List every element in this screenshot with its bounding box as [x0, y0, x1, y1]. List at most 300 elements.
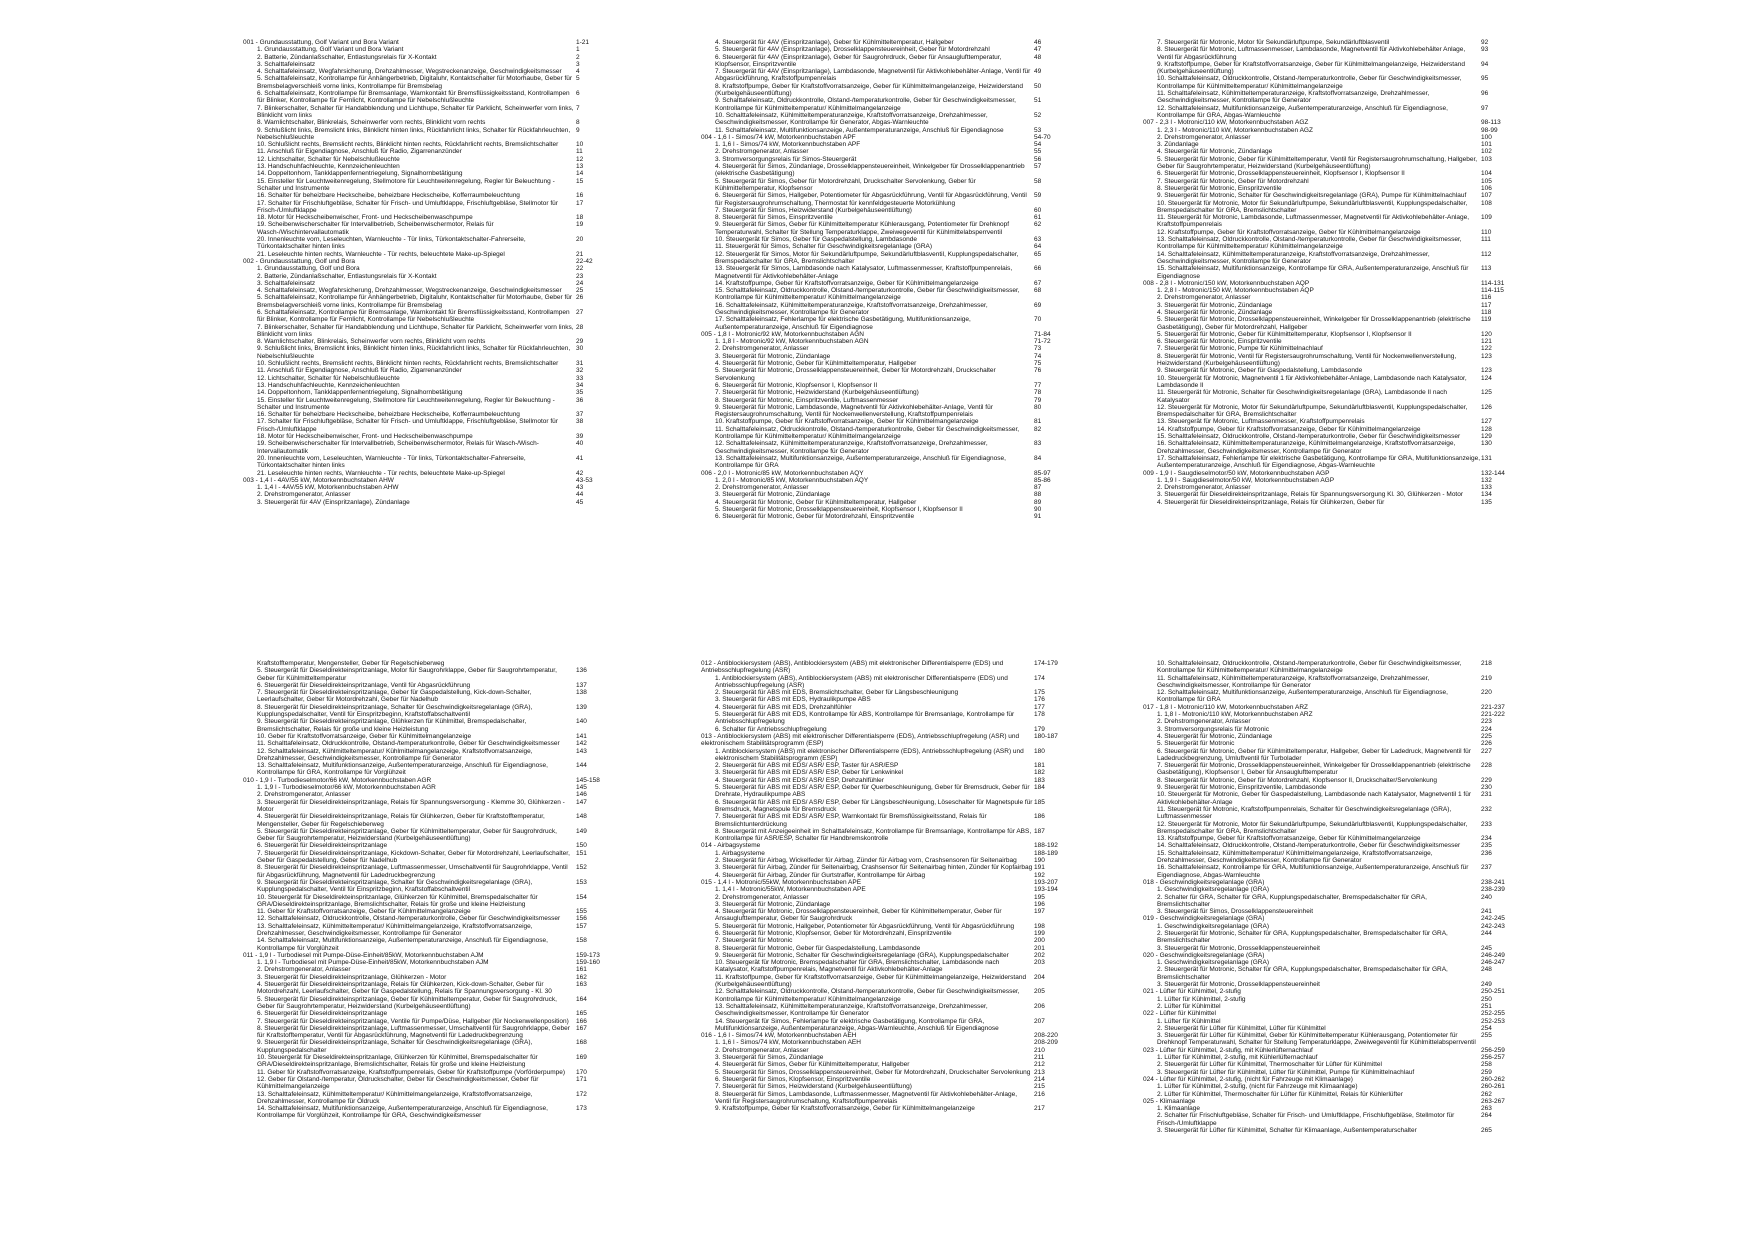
toc-subentry	[1143, 455, 1515, 470]
toc-subentry	[701, 988, 1068, 1003]
toc-entry-page: 83	[1034, 440, 1042, 448]
toc-subentry	[701, 302, 1068, 317]
toc-entry-page: 181	[1034, 762, 1045, 770]
toc-subentry	[243, 959, 610, 966]
toc-subentry	[243, 251, 610, 258]
toc-entry-page: 116	[1481, 294, 1492, 302]
toc-entry-title: 5. Steuergerät für Simos, Geber für Motordrehzahl, Druckschalter Servolenkung, Geber für Kühlmitteltemperatur, Klopfsensor	[715, 177, 978, 192]
toc-entry-title: 8. Steuergerät für Motronic, Einspritzventile, Luftmassenmesser	[715, 396, 899, 404]
toc-entry-page: 53	[1034, 126, 1042, 134]
toc-entry-page: 193-207	[1034, 878, 1058, 886]
toc-subentry	[243, 200, 610, 215]
toc-entry-page: 84	[1034, 454, 1042, 462]
toc-entry-title: 1. 2,0 l - Motronic/85 kW, Motorkennbuchstaben AQY	[715, 476, 869, 484]
toc-entry-page: 94	[1481, 60, 1489, 68]
toc-entry-title: 10. Steuergerät für Motronic, Geber für Gaspedalstellung, Lambdasonde nach Katalysator, Magnetventil 1 für Aktivkohlebehälter-Anlage	[1157, 791, 1473, 806]
toc-entry-page: 123	[1481, 367, 1492, 375]
toc-entry-title: 21. Leseleuchte hinten rechts, Warnleuchte - Tür rechts, beleuchtete Make-up-Spiegel	[257, 250, 505, 258]
toc-entry-page: 161	[576, 966, 587, 974]
toc-entry-title: 7. Steuergerät für Dieseldirekteinspritzanlage, Geber für Gaspedalstellung, Kick-down-Schalter, Leerlaufschalter, Geber für Motordrehzahl, Geber für Nadelhub	[257, 689, 534, 704]
toc-entry-page: 201	[1034, 944, 1045, 952]
toc-subentry	[701, 894, 1068, 901]
toc-entry-title: 1. 1,6 l - Simos/74 kW, Motorkennbuchstaben APF	[715, 141, 861, 149]
toc-entry-title: 6. Steuergerät für Motronic, Klopfsensor I, Klopfsensor II	[715, 381, 878, 389]
toc-entry-title: 3. Steuergerät für Motronic, Drosselklappensteuereinheit	[1157, 981, 1320, 989]
toc-entry-page: 208-220	[1034, 1032, 1058, 1040]
toc-subentry	[1143, 302, 1515, 309]
toc-subentry	[701, 945, 1068, 952]
toc-subentry	[701, 426, 1068, 441]
toc-entry-title: 5. Steuergerät für Motronic, Geber für Kühlmitteltemperatur, Klopfsensor I, Klopfsensor II	[1157, 330, 1412, 338]
toc-subentry	[243, 682, 610, 689]
toc-entry-title: 1. 1,4 l - Motronic/55kW, Motorkennbuchstaben APE	[715, 886, 866, 894]
toc-subentry	[701, 316, 1068, 331]
toc-subentry	[243, 148, 610, 155]
toc-entry-page: 56	[1034, 155, 1042, 163]
toc-entry-page: 146	[576, 791, 587, 799]
toc-entry-page: 143	[576, 747, 587, 755]
toc-entry-title: 4. Schalttafeleinsatz, Wegfahrsicherung, Drehzahlmesser, Wegstreckenanzeige, Geschwindigkeitsmesser	[257, 287, 562, 295]
toc-section-entry	[243, 477, 610, 484]
toc-entry-page: 250	[1481, 995, 1492, 1003]
toc-entry-title: 1. Lüfter für Kühlmittel, 2-stufig, (nicht für Fahrzeuge mit Klimaanlage)	[1157, 1083, 1358, 1091]
toc-entry-title: 13. Steuergerät für Motronic, Luftmassenmesser, Kraftstoffpumpenrelais	[1157, 418, 1365, 426]
toc-subentry	[1143, 316, 1515, 331]
toc-subentry	[243, 667, 610, 682]
toc-entry-title: 4. Steuergerät für Motronic, Zündanlage	[1157, 732, 1273, 740]
toc-entry-title: 5. Steuergerät für Dieseldirekteinspritzanlage, Geber für Kühlmitteltemperatur, Geber für Saugrohrdruck, Geber für Saugrohrtemperatur, Heizwiderstand (Kurbelgehäuseentlüftung)	[257, 995, 559, 1010]
toc-entry-title: 8. Steuergerät für Dieseldirekteinspritzanlage, Schalter für Geschwindigkeitsregelanlage (GRA), Kupplungspedalschalter, Ventil für Einspritzbeginn, Kraftstoffabschaltventil	[257, 703, 535, 719]
toc-subentry	[1143, 214, 1515, 229]
toc-entry-page: 18	[576, 214, 584, 222]
toc-entry-title: 8. Steuergerät für Motronic, Geber für Motordrehzahl, Klopfsensor II, Druckschalter/Servolenkung	[1157, 776, 1437, 784]
toc-entry-page: 11	[576, 148, 583, 156]
toc-subentry	[1143, 265, 1515, 280]
toc-subentry	[701, 455, 1068, 470]
toc-subentry	[701, 477, 1068, 484]
toc-entry-page: 55	[1034, 148, 1042, 156]
toc-subentry	[1143, 236, 1515, 251]
toc-entry-page: 43-53	[576, 476, 593, 484]
toc-subentry	[1143, 287, 1515, 294]
toc-subentry	[701, 178, 1068, 193]
toc-entry-title: 2. Lüfter für Kühlmittel, Thermoschalter für Lüfter für Kühlmittel, Relais für Kühlerlüfter	[1157, 1090, 1403, 1098]
toc-entry-page: 79	[1034, 396, 1042, 404]
toc-entry-title: 2. Drehstromgenerator, Anlasser	[1157, 133, 1251, 141]
toc-subentry	[701, 97, 1068, 112]
toc-entry-title: 1. 1,8 l - Motronic/92 kW, Motorkennbuchstaben AGN	[715, 338, 869, 346]
toc-subentry	[243, 660, 610, 667]
toc-entry-page: 212	[1034, 1061, 1045, 1069]
toc-subentry	[1143, 864, 1515, 879]
toc-entry-title: 12. Schalttafeleinsatz, Öldruckkontrolle, Ölstand-/temperaturkontrolle, Geber für Geschwindigkeitsmesser, Kontrollampe für Kühlmitteltemperatur/ Kühlmittelmangelanzeige	[715, 988, 1022, 1003]
toc-entry-title: 14. Kraftstoffpumpe, Geber für Kraftstoffvorratsanzeige, Geber für Kühlmittelmangelanzeige	[1157, 425, 1421, 433]
toc-entry-page: 205	[1034, 988, 1045, 996]
toc-entry-page: 61	[1034, 214, 1042, 222]
toc-entry-page: 242-245	[1481, 915, 1505, 923]
toc-entry-page: 156	[576, 915, 587, 923]
toc-entry-title: 1. 1,8 l - Motronic/110 kW, Motorkennbuchstaben ARZ	[1157, 711, 1313, 719]
toc-subentry	[1143, 367, 1515, 374]
toc-entry-page: 1	[576, 46, 580, 54]
toc-subentry	[1143, 61, 1515, 76]
toc-entry-title: 4. Steuergerät für Motronic, Geber für Kühlmitteltemperatur, Hallgeber	[715, 360, 917, 368]
toc-entry-page: 45	[576, 498, 584, 506]
toc-subentry	[1143, 251, 1515, 266]
toc-section-entry	[701, 331, 1068, 338]
toc-subentry	[1143, 491, 1515, 498]
toc-subentry	[243, 375, 610, 382]
toc-entry-title: 15. Schalttafeleinsatz, Öldruckkontrolle, Ölstand-/temperaturkontrolle, Geber für Geschwindigkeitsmesser	[1157, 433, 1461, 441]
toc-section-entry	[1143, 879, 1515, 886]
toc-subentry	[1143, 981, 1515, 988]
toc-subentry	[243, 440, 610, 455]
toc-subentry	[701, 930, 1068, 937]
toc-entry-title: 2. Steuergerät für Motronic, Schalter für GRA, Kupplungspedalschalter, Bremspedalschalter für GRA, Bremslichtschalter	[1157, 966, 1450, 981]
toc-entry-title: 009 - 1,9 l - Saugdieselmotor/50 kW, Motorkennbuchstaben AGP	[1143, 469, 1330, 477]
toc-entry-page: 217	[1034, 1105, 1045, 1113]
toc-entry-title: 8. Steuergerät mit Anzeigeeinheit im Schalttafeleinsatz, Kontrollampe für Bremsanlage, Kontrollampe für ABS, Kontrollampe für ASR/ESP, Schalter für Handbremskontrolle	[715, 827, 1033, 843]
toc-entry-page: 263	[1481, 1105, 1492, 1113]
toc-subentry	[243, 141, 610, 148]
toc-entry-page: 28	[576, 323, 584, 331]
toc-subentry	[1143, 1061, 1515, 1068]
toc-subentry	[243, 1054, 610, 1069]
toc-entry-page: 119	[1481, 316, 1492, 324]
toc-entry-page: 153	[576, 878, 587, 886]
toc-entry-title: 15. Einsteller für Leuchtweitenregelung, Stellmotore für Leuchtweitenregelung, Regler für Beleuchtung - Schalter und Instrumente	[257, 177, 557, 192]
toc-entry-title: Kraftstofftemperatur, Mengensteller, Geber für Regelschieberweg	[257, 660, 445, 667]
toc-entry-title: 014 - Airbagsysteme	[701, 842, 761, 850]
toc-entry-title: 13. Handschuhfachleuchte, Kennzeichenleuchten	[257, 163, 400, 171]
toc-entry-title: 017 - 1,8 l - Motronic/110 kW, Motorkennbuchstaben ARZ	[1143, 703, 1308, 711]
toc-entry-page: 2	[576, 53, 580, 61]
toc-entry-title: 2. Drehstromgenerator, Anlasser	[1157, 484, 1251, 492]
toc-entry-title: 12. Schalttafeleinsatz, Kühlmitteltemperaturanzeige, Kraftstoffvorratsanzeige, Drehzahlmesser, Geschwindigkeitsmesser, Kontrollampe für Generator	[715, 440, 990, 455]
toc-entry-page: 151	[576, 849, 587, 857]
toc-section-entry	[1143, 952, 1515, 959]
toc-subentry	[243, 170, 610, 177]
toc-subentry	[243, 1069, 610, 1076]
toc-entry-page: 174-179	[1034, 660, 1058, 667]
toc-subentry	[1143, 1025, 1515, 1032]
toc-entry-title: 2. Steuergerät für ABS mit EDS/ ASR/ ESP, Taster für ASR/ESP	[715, 762, 899, 770]
toc-entry-title: 4. Steuergerät für Motronic, Drosselklappensteuereinheit, Geber für Kühlmitteltemperatur, Geber für Ansauglufttemperatur, Geber für Saugrohrdruck	[715, 908, 1003, 923]
toc-entry-page: 22	[576, 265, 584, 273]
toc-subentry	[1143, 105, 1515, 120]
toc-entry-page: 36	[576, 396, 584, 404]
toc-entry-title: 8. Steuergerät für Motronic, Geber für Gaspedalstellung, Lambdasonde	[715, 944, 921, 952]
toc-subentry	[243, 974, 610, 981]
toc-subentry	[243, 192, 610, 199]
toc-entry-page: 131	[1481, 454, 1492, 462]
toc-entry-title: 1. Geschwindigkeitsregelanlage (GRA)	[1157, 922, 1269, 930]
toc-subentry	[701, 389, 1068, 396]
toc-entry-title: 7. Steuergerät für Motronic, Geber für Motordrehzahl	[1157, 177, 1309, 185]
toc-subentry	[701, 857, 1068, 864]
toc-entry-title: 7. Blinkerschalter, Schalter für Handabblendung und Lichthupe, Schalter für Parklicht, Scheinwerfer vorn links, Blinklicht vorn links	[257, 104, 576, 119]
toc-subentry	[243, 733, 610, 740]
toc-entry-page: 150	[576, 842, 587, 850]
toc-entry-title: 13. Steuergerät für Simos, Lambdasonde nach Katalysator, Luftmassenmesser, Kraftstoffpumpenrelais, Magnetventil für Aktivkohlebehälter-Anlage	[715, 265, 1015, 280]
toc-entry-page: 170	[576, 1068, 587, 1076]
toc-entry-page: 129	[1481, 433, 1492, 441]
toc-subentry	[701, 382, 1068, 389]
toc-entry-title: 10. Geber für Kraftstoffvorratsanzeige, Geber für Kühlmittelmangelanzeige	[257, 732, 472, 740]
toc-entry-title: 9. Steuergerät für Dieseldirekteinspritzanlage, Glühkerzen für Kühlmittel, Bremspedalschalter, Bremslichtschalter, Relais für große und kleine Heizleistung	[257, 718, 528, 733]
toc-panel-top-middle	[701, 39, 1068, 521]
toc-entry-page: 145-158	[576, 776, 600, 784]
toc-entry-title: 6. Steuergerät für Dieseldirekteinspritzanlage	[257, 842, 388, 850]
toc-subentry	[701, 777, 1068, 784]
toc-entry-page: 180-187	[1034, 732, 1058, 740]
toc-entry-page: 137	[576, 681, 587, 689]
toc-entry-page: 34	[576, 381, 584, 389]
toc-entry-page: 101	[1481, 141, 1492, 149]
toc-entry-page: 132	[1481, 476, 1492, 484]
toc-section-entry	[1143, 915, 1515, 922]
toc-entry-page: 259	[1481, 1068, 1492, 1076]
toc-subentry	[243, 127, 610, 142]
toc-entry-title: 20. Innenleuchte vorn, Leseleuchten, Warnleuchte - Tür links, Türkontaktschalter-Fahrerseite, Türkontaktschalter hinten links	[257, 454, 528, 470]
toc-entry-title: 4. Steuergerät für ABS mit EDS/ ASR/ ESP, Drehzahlfühler	[715, 776, 884, 784]
toc-subentry	[1143, 777, 1515, 784]
toc-entry-page: 17	[576, 199, 584, 207]
toc-entry-title: 3. Schalttafeleinsatz	[257, 279, 316, 287]
toc-entry-title: 4. Steuergerät für Simos, Zündanlage, Drosselklappensteuereinheit, Winkelgeber für Drosselklappenantrieb (elektrische Gasbetätigung)	[715, 163, 1027, 178]
toc-entry-page: 144	[576, 762, 587, 770]
toc-entry-title: 4. Steuergerät für Dieseldirekteinspritzanlage, Relais für Glühkerzen, Geber für	[1157, 498, 1385, 506]
toc-entry-page: 47	[1034, 46, 1042, 54]
toc-entry-page: 252-253	[1481, 1017, 1505, 1025]
toc-entry-title: 13. Schalttafeleinsatz, Öldruckkontrolle, Ölstand-/temperaturkontrolle, Geber für Geschwindigkeitsmesser, Kontrollampe für Kühlmitteltemperatur/ Kühlmittelmangelanzeige	[1157, 236, 1464, 251]
toc-entry-title: 16. Schalter für beheizbare Heckscheibe, beheizbare Heckscheibe, Kofferraumbeleuchtung	[257, 411, 520, 419]
toc-subentry	[701, 353, 1068, 360]
toc-subentry	[701, 872, 1068, 879]
toc-entry-page: 159-160	[576, 959, 600, 967]
toc-subentry	[243, 718, 610, 733]
toc-entry-title: 11. Schalttafeleinsatz, Öldruckkontrolle, Ölstand-/temperaturkontrolle, Geber für Geschwindigkeitsmesser, Kontrollampe für Kühlmitteltemperatur/ Kühlmittelmangelanzeige	[715, 425, 1021, 441]
toc-entry-title: 3. Steuergerät für Airbag, Zünder für Seitenairbag, Crashsensor für Seitenairbag hinten, Zünder für Kopfairbag	[715, 864, 1033, 872]
toc-entry-title: 11. Geber für Kraftstoffvorratsanzeige, Geber für Kühlmittelmangelanzeige	[257, 908, 471, 916]
toc-entry-page: 232	[1481, 805, 1492, 813]
toc-entry-page: 173	[576, 1105, 587, 1113]
toc-entry-page: 85-86	[1034, 476, 1051, 484]
toc-entry-page: 14	[576, 170, 584, 178]
toc-entry-title: 12. Schalttafeleinsatz, Multifunktionsanzeige, Außentemperaturanzeige, Anschluß für Eigendiagnose, Kontrollampe für GRA, Abgas-Warnleuchte	[1157, 104, 1450, 119]
toc-entry-page: 60	[1034, 206, 1042, 214]
toc-entry-page: 200	[1034, 937, 1045, 945]
toc-entry-title: 016 - 1,6 l - Simos/74 kW, Motorkennbuchstaben AEH	[701, 1032, 857, 1040]
toc-entry-title: 7. Steuergerät für Dieseldirekteinspritzanlage, Kickdown-Schalter, Geber für Motordrehzahl, Leerlaufschalter, Geber für Gaspedalstellung, Geber für Nadelhub	[257, 849, 572, 865]
toc-entry-page: 120	[1481, 330, 1492, 338]
toc-subentry	[701, 1083, 1068, 1090]
toc-entry-page: 136	[576, 667, 587, 675]
toc-entry-page: 37	[576, 411, 584, 419]
toc-entry-title: 2. Drehstromgenerator, Anlasser	[257, 491, 351, 499]
toc-entry-title: 12. Steuergerät für Motronic, Motor für Sekundärluftpumpe, Sekundärluftblasventil, Kupplungspedalschalter, Bremspedalschalter für GRA, Bremslichtschalter	[1157, 820, 1470, 835]
toc-entry-title: 4. Steuergerät für Simos, Geber für Kühlmitteltemperatur, Hallgeber	[715, 1061, 910, 1069]
toc-entry-page: 90	[1034, 506, 1042, 513]
toc-subentry	[701, 141, 1068, 148]
toc-subentry	[243, 842, 610, 849]
toc-entry-page: 52	[1034, 111, 1042, 119]
toc-entry-title: 11. Anschluß für Eigendiagnose, Anschluß für Radio, Zigarrenanzünder	[257, 367, 462, 375]
toc-entry-title: 3. Steuergerät für 4AV (Einspritzanlage), Zündanlage	[257, 498, 410, 506]
toc-subentry	[243, 981, 610, 996]
toc-entry-title: 1. Lüfter für Kühlmittel	[1157, 1017, 1221, 1025]
toc-entry-title: 12. Steuergerät für Motronic, Motor für Sekundärluftpumpe, Sekundärluftblasventil, Kupplungspedalschalter, Bremspedalschalter für GRA, Bremslichtschalter	[1157, 403, 1470, 419]
toc-subentry	[243, 236, 610, 251]
toc-subentry	[701, 440, 1068, 455]
toc-entry-title: 16. Schalttafeleinsatz, Kühlmitteltemperaturanzeige, Kraftstoffvorratsanzeige, Drehzahlmesser, Geschwindigkeitsmesser, Kontrollampe für Generator	[715, 301, 990, 316]
toc-subentry	[1143, 477, 1515, 484]
toc-subentry	[1143, 185, 1515, 192]
toc-entry-title: 5. Steuergerät für Motronic, Geber für Kühlmitteltemperatur, Ventil für Registersaugrohrumschaltung, Hallgeber, Geber für Saugrohrtemperatur, Heizwiderstand (Kurbelgehäuseentlüftung)	[1157, 155, 1479, 171]
toc-entry-title: 13. Schalttafeleinsatz, Multifunktionsanzeige, Außentemperaturanzeige, Anschluß für Eigendiagnose, Kontrollampe für GRA	[715, 454, 1008, 470]
toc-subentry	[1143, 762, 1515, 777]
toc-entry-title: 10. Steuergerät für Dieseldirekteinspritzanlage, Glühkerzen für Kühlmittel, Bremspedalschalter für GRA/Dieseldirekteinspritzanlage, Bremslichtschalter, Relais für große und kleine Heizleistung	[257, 893, 540, 908]
toc-entry-title: 015 - 1,4 l - Motronic/55kW, Motorkennbuchstaben APE	[701, 878, 862, 886]
toc-subentry	[1143, 850, 1515, 865]
toc-subentry	[701, 513, 1068, 520]
toc-subentry	[1143, 784, 1515, 791]
toc-entry-page: 108	[1481, 199, 1492, 207]
toc-entry-title: 5. Steuergerät für ABS mit EDS, Kontrollampe für ABS, Kontrollampe für Bremsanlage, Kontrollampe für Antriebsschlupfregelung	[715, 711, 1016, 726]
toc-subentry	[243, 309, 610, 324]
toc-entry-title: 022 - Lüfter für Kühlmittel	[1143, 1010, 1216, 1018]
toc-entry-title: 025 - Klimaanlage	[1143, 1097, 1196, 1105]
toc-entry-page: 264	[1481, 1112, 1492, 1120]
toc-entry-title: 3. Steuergerät für Simos, Drosselklappensteuereinheit	[1157, 908, 1314, 916]
toc-entry-title: 008 - 2,8 l - Motronic/150 kW, Motorkennbuchstaben AQP	[1143, 279, 1310, 287]
toc-subentry	[701, 148, 1068, 155]
toc-entry-page: 223	[1481, 718, 1492, 726]
toc-subentry	[701, 192, 1068, 207]
toc-subentry	[701, 1039, 1068, 1046]
toc-entry-title: 2. Drehstromgenerator, Anlasser	[1157, 718, 1251, 726]
toc-entry-page: 24	[576, 279, 584, 287]
toc-entry-title: 5. Steuergerät für Motronic, Hallgeber, Potentiometer für Abgasrückführung, Ventil für Abgasrückführung	[715, 922, 1015, 930]
toc-entry-page: 74	[1034, 352, 1042, 360]
toc-entry-page: 66	[1034, 265, 1042, 273]
toc-entry-title: 6. Schalttafeleinsatz, Kontrollampe für Bremsanlage, Warnkontakt für Bremsflüssigkeitsstand, Kontrollampen für Blinker, Kontrollampe für Fernlicht, Kontrollampe für Nebelschlußleuchte	[257, 90, 572, 105]
toc-entry-page: 123	[1481, 352, 1492, 360]
toc-entry-page: 196	[1034, 900, 1045, 908]
toc-entry-page: 234	[1481, 835, 1492, 843]
toc-entry-title: 6. Steuergerät für Motronic, Geber für Motordrehzahl, Einspritzventile	[715, 513, 915, 521]
toc-subentry	[701, 696, 1068, 703]
toc-entry-page: 177	[1034, 703, 1045, 711]
toc-subentry	[1143, 923, 1515, 930]
toc-entry-page: 207	[1034, 1017, 1045, 1025]
toc-entry-page: 75	[1034, 360, 1042, 368]
toc-entry-page: 3	[576, 60, 580, 68]
toc-entry-page: 255	[1481, 1032, 1492, 1040]
toc-entry-title: 9. Steuergerät für Motronic, Geber für Gaspedalstellung, Lambdasonde	[1157, 367, 1363, 375]
toc-entry-title: 9. Steuergerät für Motronic, Schalter für Geschwindigkeitsregelanlage (GRA), Pumpe für Kühlmittelnachlauf	[1157, 192, 1467, 200]
toc-entry-title: 2. Steuergerät für Lüfter für Kühlmittel, Thermoschalter für Lüfter für Kühlmittel	[1157, 1061, 1382, 1069]
toc-entry-title: 7. Blinkerschalter, Schalter für Handabblendung und Lichthupe, Schalter für Parklicht, Scheinwerfer vorn links, Blinklicht vorn links	[257, 323, 576, 338]
toc-subentry	[243, 740, 610, 747]
toc-entry-title: 12. Schalttafeleinsatz, Kühlmitteltemperatur/ Kühlmittelmangelanzeige, Kraftstoffvorratsanzeige, Drehzahlmesser, Geschwindigkeitsmesser, Kontrollampe für Generator	[257, 747, 535, 762]
toc-subentry	[243, 338, 610, 345]
toc-entry-title: 12. Lichtschalter, Schalter für Nebelschlußleuchte	[257, 374, 400, 382]
toc-entry-title: 1. 1,9 l - Saugdieselmotor/50 kW, Motorkennbuchstaben AGP	[1157, 476, 1335, 484]
toc-subentry	[243, 864, 610, 879]
toc-entry-title: 6. Steuergerät für Simos, Klopfsensor, Einspritzventile	[715, 1075, 871, 1083]
toc-subentry	[701, 850, 1068, 857]
toc-entry-page: 121	[1481, 338, 1492, 346]
toc-subentry	[243, 265, 610, 272]
toc-subentry	[1143, 484, 1515, 491]
toc-entry-title: 4. Steuergerät für 4AV (Einspritzanlage), Geber für Kühlmitteltemperatur, Hallgeber	[715, 39, 954, 46]
toc-subentry	[243, 280, 610, 287]
toc-entry-page: 166	[576, 1017, 587, 1025]
toc-entry-title: 5. Steuergerät für Simos, Drosselklappensteuereinheit, Geber für Motordrehzahl, Druckschalter Servolenkung	[715, 1068, 1031, 1076]
toc-entry-title: 1. Geschwindigkeitsregelanlage (GRA)	[1157, 886, 1269, 894]
toc-entry-title: 013 - Antiblockiersystem (ABS) mit elektronischer Differentialsperre (EDS), Antriebsschlupfregelung (ASR) und elektronischem Stabilitätsprogramm (ESP)	[701, 732, 1021, 748]
toc-entry-title: 2. Drehstromgenerator, Anlasser	[715, 1046, 809, 1054]
toc-entry-page: 77	[1034, 381, 1042, 389]
toc-subentry	[1143, 229, 1515, 236]
toc-subentry	[1143, 433, 1515, 440]
toc-section-entry	[243, 39, 610, 46]
toc-entry-title: 12. Schalttafeleinsatz, Multifunktionsanzeige, Außentemperaturanzeige, Anschluß für Eigendiagnose, Kontrollampe für GRA	[1157, 689, 1450, 704]
toc-entry-page: 152	[576, 864, 587, 872]
toc-entry-page: 240	[1481, 893, 1492, 901]
toc-entry-page: 43	[576, 484, 584, 492]
toc-entry-title: 2. Steuergerät für Lüfter für Kühlmittel, Lüfter für Kühlmittel	[1157, 1024, 1326, 1032]
toc-entry-title: 5. Steuergerät für Motronic, Drosselklappensteuereinheit, Winkelgeber für Drosselklappenantrieb (elektrische Gasbetätigung), Geber für Motordrehzahl, Hallgeber	[1157, 316, 1473, 331]
toc-subentry	[701, 813, 1068, 828]
toc-entry-title: 002 - Grundausstattung, Golf und Bora	[243, 257, 356, 265]
toc-entry-title: 019 - Geschwindigkeitsregelanlage (GRA)	[1143, 915, 1265, 923]
toc-subentry	[701, 923, 1068, 930]
toc-entry-title: 10. Steuergerät für Motronic, Magnetventil 1 für Aktivkohlebehälter-Anlage, Lambdasonde nach Katalysator, Lambdasonde II	[1157, 374, 1469, 389]
toc-entry-title: 7. Steuergerät für Simos, Heizwiderstand (Kurbelgehäuseentlüftung)	[715, 1083, 912, 1091]
toc-entry-title: 6. Steuergerät für Motronic, Drosselklappensteuereinheit, Klopfsensor I, Klopfsensor II	[1157, 170, 1405, 178]
toc-entry-title: 018 - Geschwindigkeitsregelanlage (GRA)	[1143, 878, 1265, 886]
toc-subentry	[1143, 959, 1515, 966]
toc-entry-page: 176	[1034, 696, 1045, 704]
toc-subentry	[243, 484, 610, 491]
toc-entry-page: 254	[1481, 1024, 1492, 1032]
toc-subentry	[243, 389, 610, 396]
toc-section-entry	[701, 470, 1068, 477]
toc-subentry	[243, 850, 610, 865]
toc-entry-page: 221-237	[1481, 703, 1505, 711]
toc-subentry	[1143, 192, 1515, 199]
toc-entry-page: 231	[1481, 791, 1492, 799]
toc-entry-page: 113	[1481, 265, 1492, 273]
toc-entry-title: 21. Leseleuchte hinten rechts, Warnleuchte - Tür rechts, beleuchtete Make-up-Spiegel	[257, 469, 505, 477]
toc-subentry	[243, 54, 610, 61]
toc-entry-page: 182	[1034, 769, 1045, 777]
toc-entry-title: 6. Steuergerät für Dieseldirekteinspritzanlage	[257, 1010, 388, 1018]
toc-section-entry	[1143, 1076, 1515, 1083]
toc-entry-title: 8. Steuergerät für Dieseldirekteinspritzanlage, Luftmassenmesser, Umschaltventil für Saugrohrklappe, Geber für Kraftstofftemperatur, Ventil für Abgasrückführung, Magnetventil für Ladedruckbegrenzung	[257, 1024, 572, 1040]
toc-subentry	[243, 1105, 610, 1120]
toc-panel-bottom-middle	[701, 660, 1068, 1112]
toc-entry-title: 11. Kraftstoffpumpe, Geber für Kraftstoffvorratsanzeige, Geber für Kühlmittelmangelanzeige, Heizwiderstand (Kurbelgehäuseentlüftung)	[715, 973, 1028, 989]
toc-subentry	[243, 1010, 610, 1017]
toc-entry-title: 1. Antiblockiersystem (ABS), Antiblockiersystem (ABS) mit elektronischer Differentialsperre (EDS) und Antriebsschlupfregelung (ASR)	[715, 674, 1010, 689]
toc-entry-page: 168	[576, 1039, 587, 1047]
toc-subentry	[243, 382, 610, 389]
toc-entry-title: 9. Steuergerät für Motronic, Einspritzventile, Lambdasonde	[1157, 784, 1327, 792]
toc-entry-page: 100	[1481, 133, 1492, 141]
